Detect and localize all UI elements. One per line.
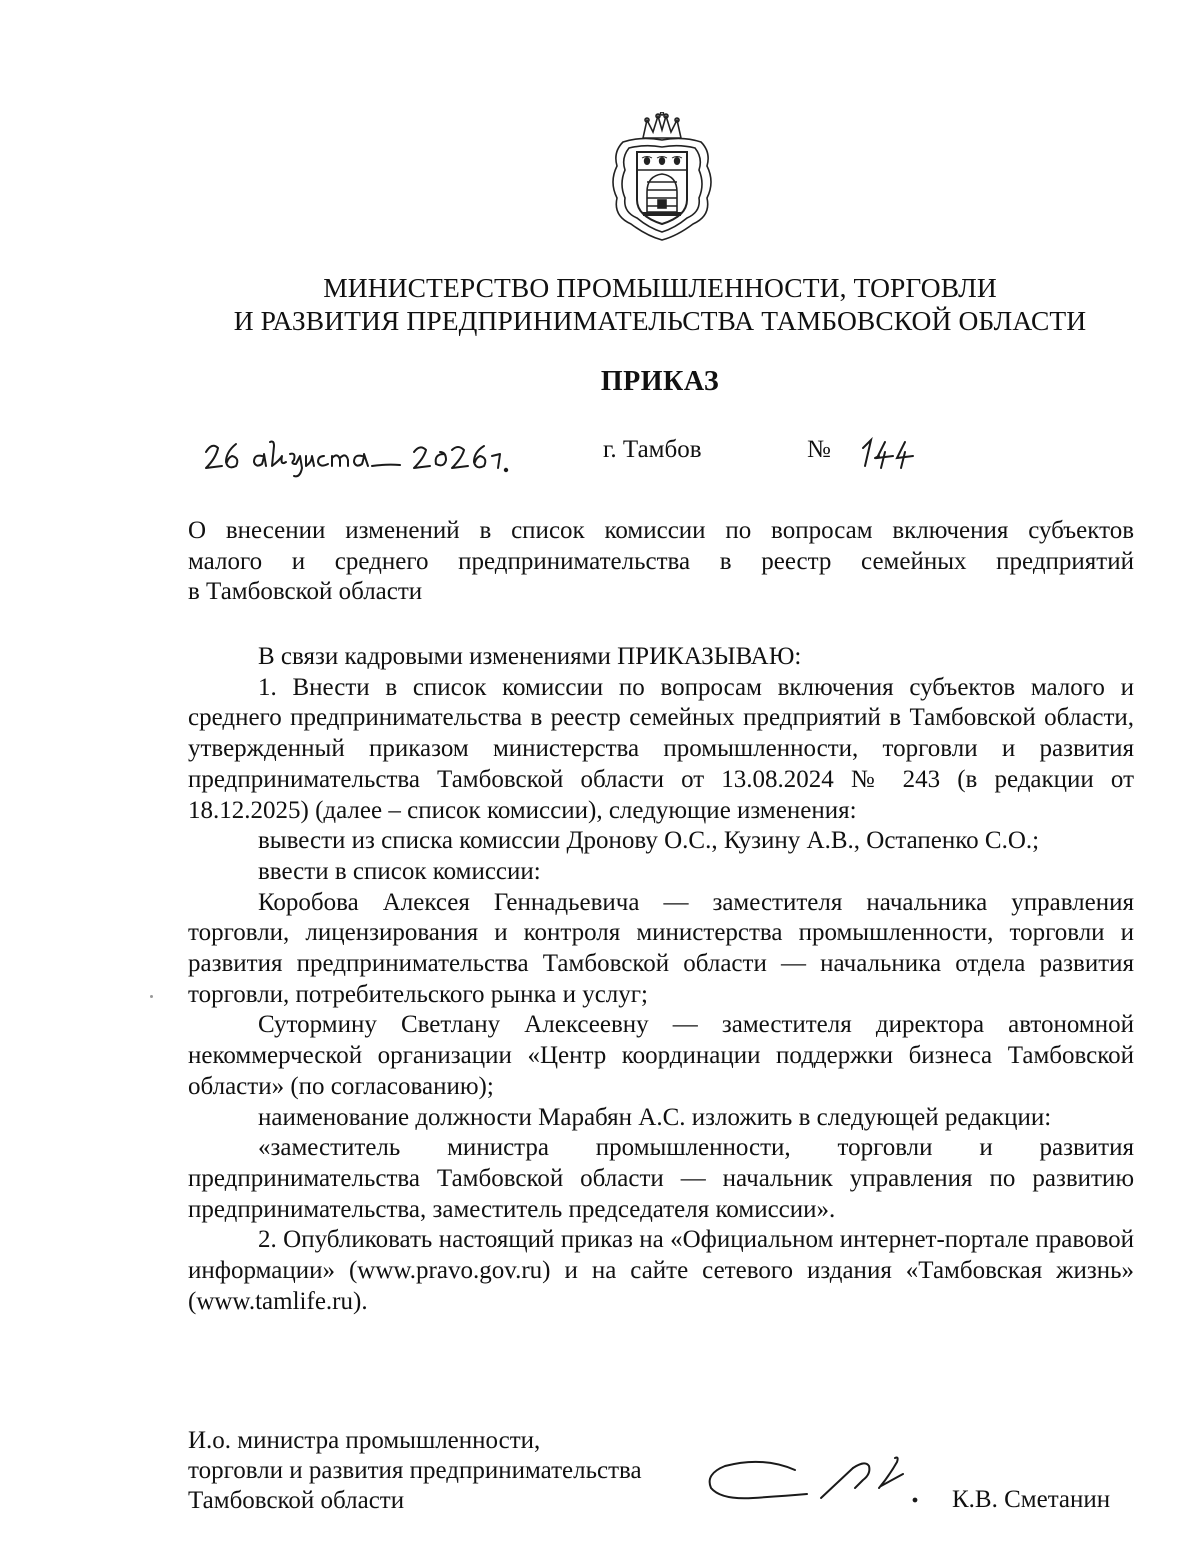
handwritten-date-icon: [200, 432, 535, 482]
order-rename-text: «заместитель министра промышленности, торговли и развития предпринимательства Тамбовской области — начальник управления по развитию предпринимательства, заместитель председателя комиссии».: [188, 1134, 1134, 1223]
position-line: И.о. министра промышленности,: [188, 1427, 541, 1454]
order-intro: В связи кадровыми изменениями ПРИКАЗЫВАЮ:: [258, 643, 802, 670]
scan-speck: [150, 995, 153, 998]
order-add-person-1: Коробова Алексея Геннадьевича — заместителя начальника управления торговли, лицензирования и контроля министерства промышленности, торговли и развития предпринимательства Тамбовской области — начальника отдела развития торговли, потребительского рынка и услуг;: [188, 888, 1134, 1008]
position-line: Тамбовской области: [188, 1487, 405, 1514]
coat-of-arms-icon: [603, 112, 721, 242]
number-label: №: [807, 436, 831, 463]
order-remove-members: вывести из списка комиссии Дронову О.С., Кузину А.В., Остапенко С.О.;: [258, 827, 1040, 855]
ministry-name-line2: И РАЗВИТИЯ ПРЕДПРИНИМАТЕЛЬСТВА ТАМБОВСКОЙ ОБЛАСТИ: [233, 305, 1087, 336]
handwritten-number-icon: [855, 436, 925, 470]
order-add-person-2: Сутормину Светлану Алексеевну — заместителя директора автономной некоммерческой организации «Центр координации поддержки бизнеса Тамбовской области» (по согласованию);: [188, 1011, 1134, 1100]
document-body: [188, 642, 1134, 1317]
subject-line: малого и среднего предпринимательства в реестр семейных предприятий: [188, 547, 1134, 575]
ministry-name-line1: МИНИСТЕРСТВО ПРОМЫШЛЕННОСТИ, ТОРГОВЛИ: [323, 272, 997, 303]
order-item-1: 1. Внести в список комиссии по вопросам включения субъектов малого и среднего предпринимательства в реестр семейных предприятий в Тамбовской области, утвержденный приказом министерства промышленности, торговли и развития предпринимательства Тамбовской области от 13.08.2024 № 243 (в редакции от 18.12.2025) (далее – список комиссии), следующие изменения:: [188, 673, 1134, 824]
handwritten-signature-icon: [703, 1444, 933, 1508]
order-item-2: 2. Опубликовать настоящий приказ на «Официальном интернет-портале правовой информации» (www.pravo.gov.ru) и на сайте сетевого издания «Тамбовская жизнь» (www.tamlife.ru).: [188, 1226, 1134, 1315]
position-line: торговли и развития предпринимательства: [188, 1457, 642, 1484]
city-label: г. Тамбов: [603, 436, 702, 463]
signatory-position: [188, 1426, 642, 1516]
signer-name: К.В. Сметанин: [952, 1486, 1111, 1513]
subject-line: О внесении изменений в список комиссии по вопросам включения субъектов: [188, 517, 1134, 544]
document-type: ПРИКАЗ: [600, 366, 720, 397]
order-add-intro: ввести в список комиссии:: [258, 857, 541, 885]
subject-line: в Тамбовской области: [188, 578, 423, 605]
order-rename-intro: наименование должности Марабян А.С. изложить в следующей редакции:: [258, 1103, 1052, 1131]
document-subject: [188, 516, 1134, 608]
